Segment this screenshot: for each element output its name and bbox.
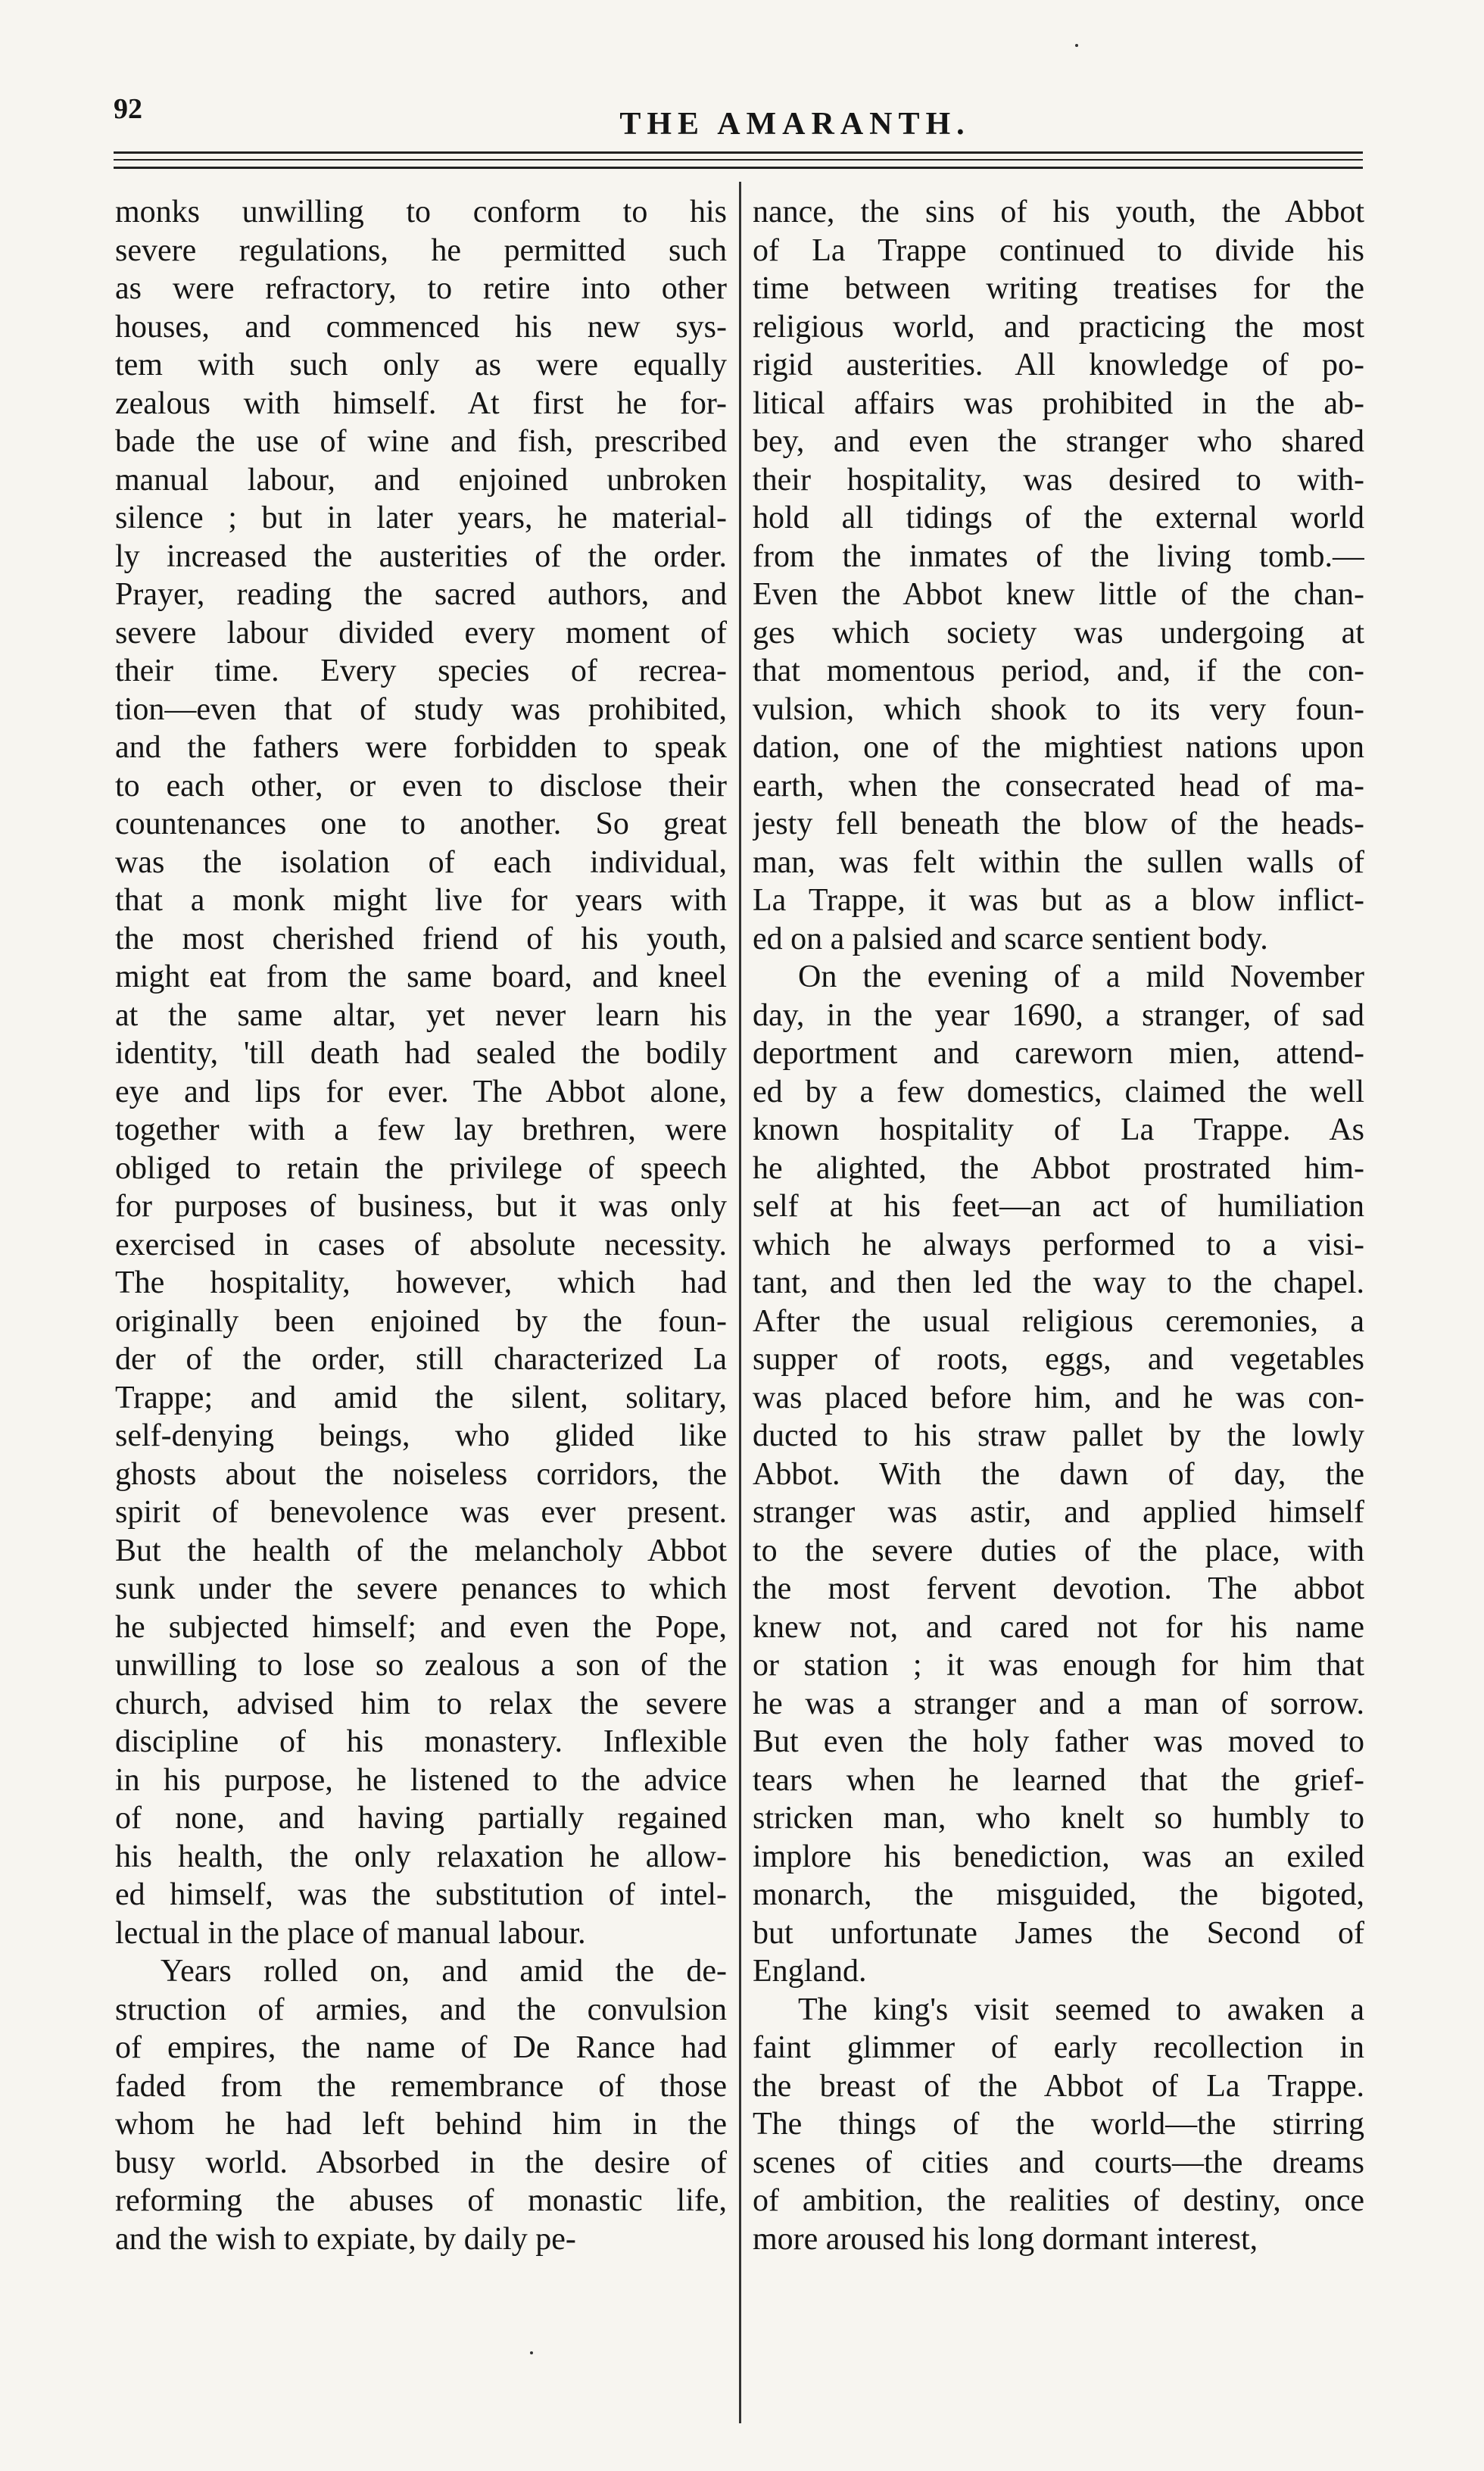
text-line: monarch, the misguided, the bigoted,: [753, 1877, 1364, 1912]
text-line: that momentous period, and, if the con-: [753, 654, 1364, 688]
text-line: to each other, or even to disclose their: [115, 768, 727, 803]
text-line: the breast of the Abbot of La Trappe.: [753, 2068, 1364, 2104]
text-line: Abbot. With the dawn of day, the: [753, 1456, 1364, 1492]
text-line: spirit of benevolence was ever present.: [115, 1495, 727, 1530]
text-line: from the inmates of the living tomb.—: [753, 538, 1364, 574]
text-line: the most fervent devotion. The abbot: [753, 1571, 1364, 1606]
header-rule-bottom: [114, 167, 1363, 169]
text-line: sunk under the severe penances to which: [115, 1571, 727, 1606]
text-line: of ambition, the realities of destiny, once: [753, 2183, 1364, 2218]
text-line: which he always performed to a visi-: [753, 1227, 1364, 1262]
text-line: But even the holy father was moved to: [753, 1724, 1364, 1759]
print-speck: [530, 2351, 533, 2354]
text-line: ed by a few domestics, claimed the well: [753, 1074, 1364, 1109]
text-line: exercised in cases of absolute necessity.: [115, 1227, 727, 1262]
text-line: church, advised him to relax the severe: [115, 1686, 727, 1721]
text-line: religious world, and practicing the most: [753, 309, 1364, 345]
text-line: at the same altar, yet never learn his: [115, 997, 727, 1033]
text-line: vulsion, which shook to its very foun-: [753, 691, 1364, 727]
print-speck: [1075, 44, 1078, 47]
text-line: faint glimmer of early recollection in: [753, 2030, 1364, 2065]
text-line: discipline of his monastery. Inflexible: [115, 1724, 727, 1759]
text-line: of empires, the name of De Rance had: [115, 2030, 727, 2065]
text-line: rigid austerities. All knowledge of po-: [753, 348, 1364, 382]
text-line: busy world. Absorbed in the desire of: [115, 2145, 727, 2180]
page-number: 92: [114, 93, 142, 125]
text-line: time between writing treatises for the: [753, 271, 1364, 306]
text-line: Trappe; and amid the silent, solitary,: [115, 1380, 727, 1415]
text-line: faded from the remembrance of those: [115, 2068, 727, 2104]
text-line: the most cherished friend of his youth,: [115, 921, 727, 956]
text-line: self at his feet—an act of humiliation: [753, 1189, 1364, 1224]
text-line: of La Trappe continued to divide his: [753, 232, 1364, 268]
text-line: more aroused his long dormant interest,: [753, 2221, 1258, 2257]
text-line: as were refractory, to retire into other: [115, 271, 727, 306]
text-line: he was a stranger and a man of sorrow.: [753, 1686, 1364, 1721]
text-line: ges which society was undergoing at: [753, 615, 1364, 651]
text-line: silence ; but in later years, he material-: [115, 501, 727, 535]
text-line: zealous with himself. At first he for-: [115, 385, 727, 421]
text-line: obliged to retain the privilege of speech: [115, 1150, 727, 1186]
text-line: knew not, and cared not for his name: [753, 1609, 1364, 1645]
text-line: implore his benediction, was an exiled: [753, 1839, 1364, 1874]
text-line: The king's visit seemed to awaken a: [798, 1992, 1364, 2027]
text-line: was placed before him, and he was con-: [753, 1380, 1364, 1415]
text-line: his health, the only relaxation he allow-: [115, 1839, 727, 1874]
text-line: for purposes of business, but it was only: [115, 1189, 727, 1224]
text-line: their time. Every species of recrea-: [115, 654, 727, 688]
text-line: in his purpose, he listened to the advice: [115, 1762, 727, 1798]
text-line: bey, and even the stranger who shared: [753, 424, 1364, 459]
left-column: [115, 193, 727, 2258]
text-line: of none, and having partially regained: [115, 1801, 727, 1836]
text-line: severe labour divided every moment of: [115, 615, 727, 651]
text-line: houses, and commenced his new sys-: [115, 309, 727, 345]
text-line: or station ; it was enough for him that: [753, 1648, 1364, 1683]
text-line: hold all tidings of the external world: [753, 501, 1364, 535]
header-rule-top: [114, 151, 1363, 154]
text-line: stricken man, who knelt so humbly to: [753, 1801, 1364, 1836]
text-line: identity, 'till death had sealed the bodily: [115, 1036, 727, 1071]
text-line: jesty fell beneath the blow of the heads-: [753, 807, 1364, 841]
text-line: originally been enjoined by the foun-: [115, 1303, 727, 1339]
text-line: reforming the abuses of monastic life,: [115, 2183, 727, 2218]
text-line: stranger was astir, and applied himself: [753, 1495, 1364, 1530]
text-line: severe regulations, he permitted such: [115, 232, 727, 268]
text-line: ducted to his straw pallet by the lowly: [753, 1418, 1364, 1453]
text-line: scenes of cities and courts—the dreams: [753, 2145, 1364, 2180]
text-line: self-denying beings, who glided like: [115, 1418, 727, 1453]
text-line: might eat from the same board, and kneel: [115, 959, 727, 994]
text-line: dation, one of the mightiest nations upon: [753, 730, 1364, 765]
text-line: La Trappe, it was but as a blow inflict-: [753, 883, 1364, 918]
text-line: deportment and careworn mien, attend-: [753, 1036, 1364, 1071]
right-column: [753, 193, 1364, 2258]
text-line: to the severe duties of the place, with: [753, 1533, 1364, 1568]
text-line: tant, and then led the way to the chapel.: [753, 1265, 1364, 1300]
text-line: monks unwilling to conform to his: [115, 195, 727, 229]
text-line: Prayer, reading the sacred authors, and: [115, 577, 727, 612]
column-divider: [739, 182, 741, 2423]
text-line: he subjected himself; and even the Pope,: [115, 1609, 727, 1645]
running-title: THE AMARANTH.: [619, 107, 971, 142]
text-line: unwilling to lose so zealous a son of the: [115, 1648, 727, 1683]
text-line: lectual in the place of manual labour.: [115, 1915, 586, 1951]
text-line: was the isolation of each individual,: [115, 844, 727, 880]
text-line: tem with such only as were equally: [115, 348, 727, 382]
text-line: tion—even that of study was prohibited,: [115, 691, 727, 727]
text-line: and the fathers were forbidden to speak: [115, 730, 727, 765]
text-line: but unfortunate James the Second of: [753, 1915, 1364, 1951]
text-line: that a monk might live for years with: [115, 883, 727, 918]
text-line: struction of armies, and the convulsion: [115, 1992, 727, 2027]
text-line: The things of the world—the stirring: [753, 2107, 1364, 2142]
text-line: tears when he learned that the grief-: [753, 1762, 1364, 1798]
text-line: together with a few lay brethren, were: [115, 1112, 727, 1147]
text-line: ghosts about the noiseless corridors, the: [115, 1456, 727, 1492]
text-line: bade the use of wine and fish, prescribed: [115, 424, 727, 459]
text-line: England.: [753, 1954, 867, 1989]
header-rule-middle: [114, 159, 1363, 161]
text-line: Even the Abbot knew little of the chan-: [753, 577, 1364, 612]
text-line: and the wish to expiate, by daily pe-: [115, 2221, 576, 2257]
text-line: ly increased the austerities of the order.: [115, 538, 727, 574]
text-line: But the health of the melancholy Abbot: [115, 1533, 727, 1568]
text-line: eye and lips for ever. The Abbot alone,: [115, 1074, 727, 1109]
text-line: Years rolled on, and amid the de-: [161, 1954, 727, 1989]
text-line: whom he had left behind him in the: [115, 2107, 727, 2142]
text-line: ed himself, was the substitution of intel-: [115, 1877, 727, 1912]
text-line: countenances one to another. So great: [115, 807, 727, 841]
text-line: ed on a palsied and scarce sentient body.: [753, 921, 1268, 956]
text-line: On the evening of a mild November: [798, 959, 1364, 994]
text-line: litical affairs was prohibited in the ab-: [753, 385, 1364, 421]
text-line: day, in the year 1690, a stranger, of sad: [753, 997, 1364, 1033]
text-line: known hospitality of La Trappe. As: [753, 1112, 1364, 1147]
text-line: der of the order, still characterized La: [115, 1342, 727, 1377]
text-line: their hospitality, was desired to with-: [753, 462, 1364, 498]
text-line: After the usual religious ceremonies, a: [753, 1303, 1364, 1339]
text-line: supper of roots, eggs, and vegetables: [753, 1342, 1364, 1377]
text-line: he alighted, the Abbot prostrated him-: [753, 1150, 1364, 1186]
text-line: earth, when the consecrated head of ma-: [753, 768, 1364, 803]
text-line: The hospitality, however, which had: [115, 1265, 727, 1300]
text-line: nance, the sins of his youth, the Abbot: [753, 195, 1364, 229]
text-line: man, was felt within the sullen walls of: [753, 844, 1364, 880]
text-line: manual labour, and enjoined unbroken: [115, 462, 727, 498]
